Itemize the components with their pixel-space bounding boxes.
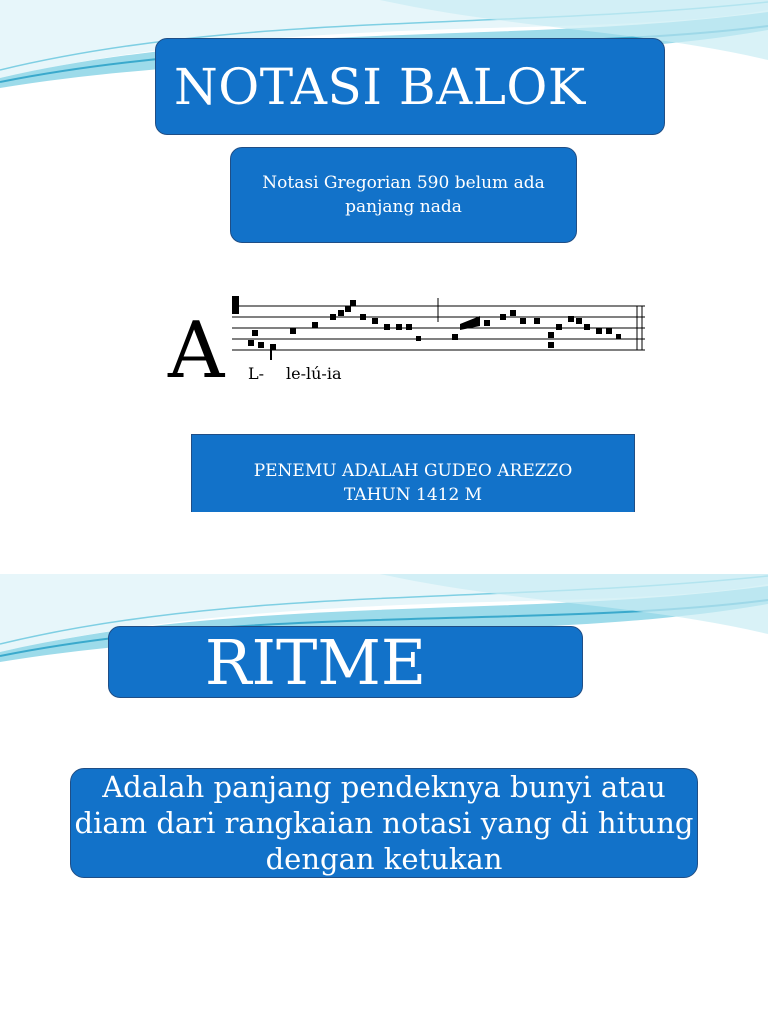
inventor-line-1: PENEMU ADALAH GUDEO AREZZO: [253, 461, 573, 481]
inventor-line-2: TAHUN 1412 M: [343, 485, 483, 505]
slide-title: NOTASI BALOK: [174, 57, 586, 116]
chant-initial: A: [168, 306, 225, 396]
gregorian-chant-image: [140, 270, 660, 400]
gregorian-text: Notasi Gregorian 590 belum ada panjang nada: [262, 173, 545, 217]
slide-title: RITME: [204, 625, 427, 699]
title-box: [155, 38, 665, 135]
ritme-title-box: [108, 626, 583, 698]
chant-lyric-second: le-lú-ia: [286, 364, 342, 383]
chant-staff: [140, 270, 660, 400]
definition-text: Adalah panjang pendeknya bunyi atau diam dari rangkaian notasi yang di hitung dengan ketukan: [74, 770, 694, 876]
slide-ritme: [0, 574, 768, 1024]
chant-lyric-first: L-: [248, 364, 265, 383]
definition-box: [70, 768, 698, 878]
gregorian-note-box: [230, 147, 577, 243]
inventor-box: [191, 434, 635, 512]
